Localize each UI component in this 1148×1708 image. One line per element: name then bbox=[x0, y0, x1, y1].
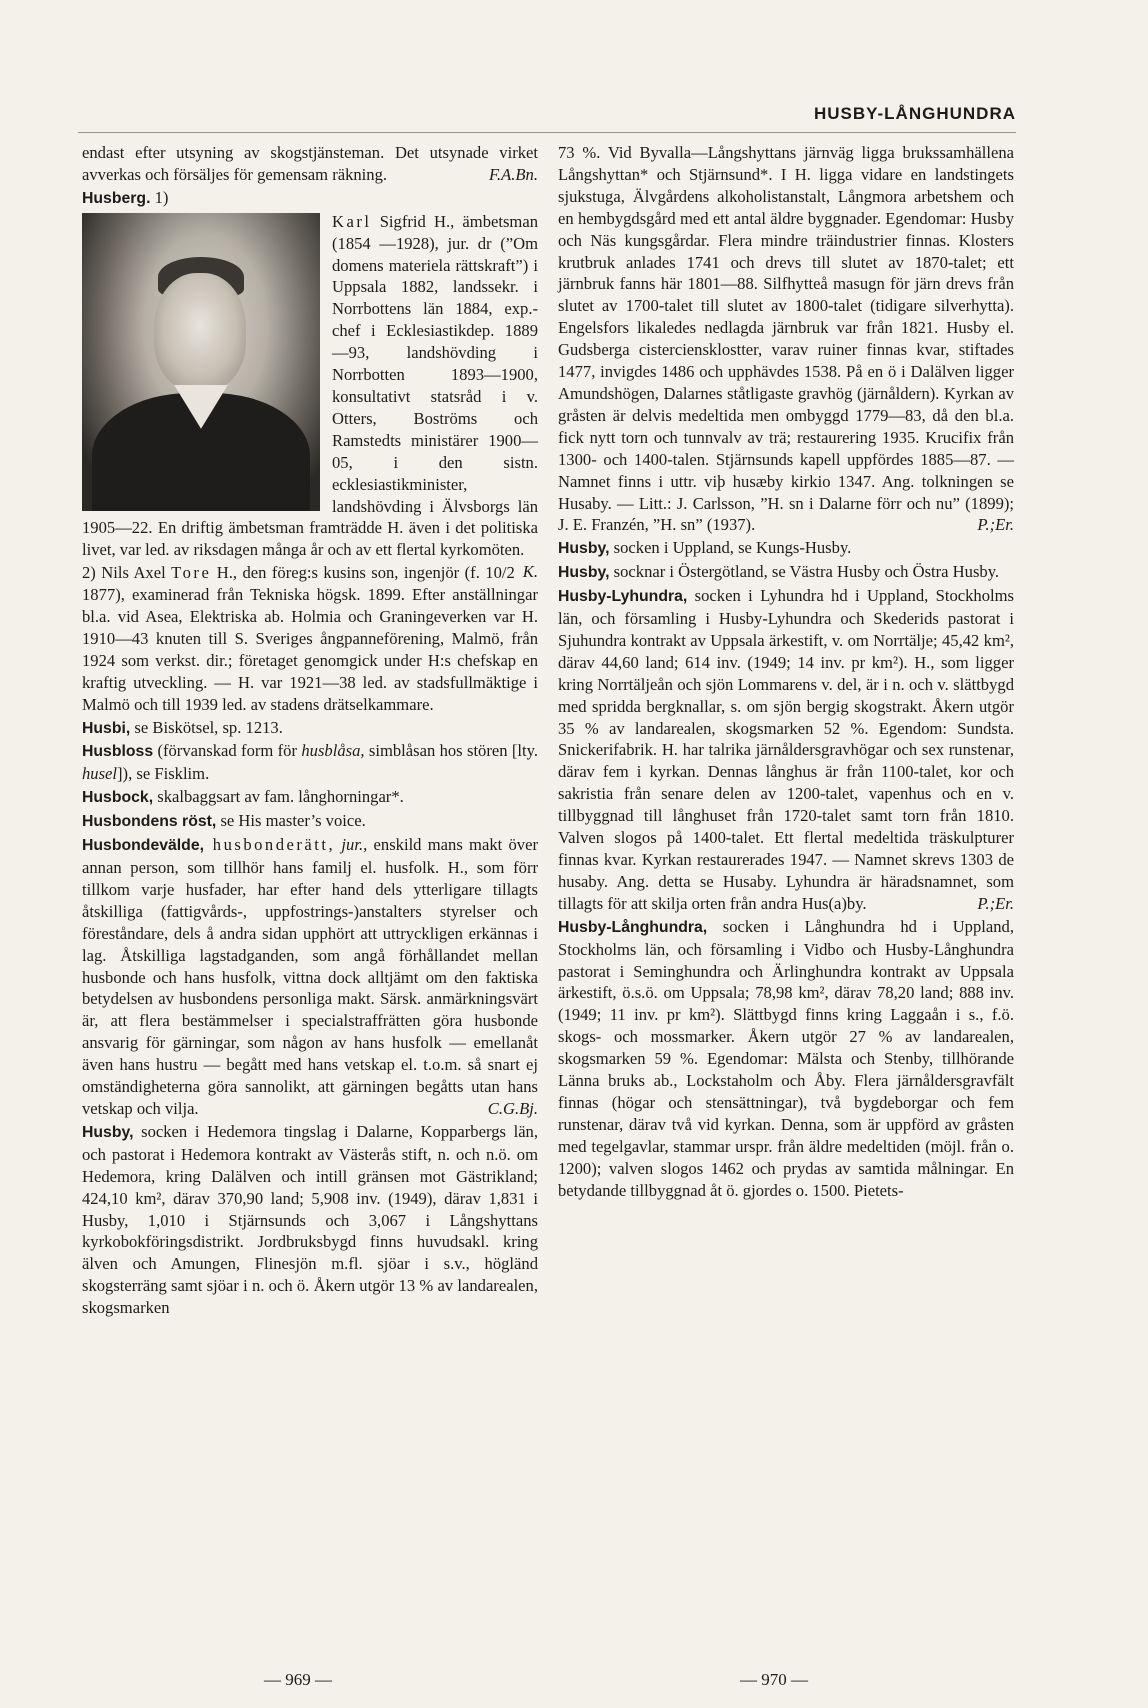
entry-husbi: Husbi, se Biskötsel, sp. 1213. bbox=[82, 717, 283, 737]
entry-headword: Husby, bbox=[558, 540, 610, 558]
author-signature: P.;Er. bbox=[977, 515, 1014, 535]
left-column: endast efter utsyning av skogstjänsteman. Det utsynade virket avverkas och försäljes för gemensam räkning. F.A.Bn. Husberg. 1) Karl Sigfrid H., ämbetsman (1854 —1928), jur. dr (”Om domens materiela rättskraft”) i Uppsala 1882, landssekr. i Norrbottens län 1884, exp.-chef i Ecklesiastikdep. 1889 —93, landshövding i Norrbotten 1893—1900, konsultativt statsråd i v. Otters, Boströms och Ramstedts ministärer 1900—05, i den sistn. ecklesiastikminister, landshövding i Älvsborgs län 1905—22. En driftig ämbetsman framträdde H. även i det politiska livet, var led. av riksdagen många år och av ett flertal kyrkomöten. K. 2) Nils Axel Tore H., den föreg:s kusins son, ingenjör (f. 10/2 1877), examinerad från Tekniska högsk. 1899. Efter anställningar bl.a. vid Asea, Elektriska ab. Holmia och Graningeverken var H. 1910—43 knuten till S. Sveriges ångpanneförening, Malmö, från 1924 som verkst. dir.; företaget genomgick under H:s chefskap en kraftig utveckling. — H. var 1921—38 led. av stadsfullmäktige i Malmö och till 1939 led. av stadens drätselkammare. Husbi, se Biskötsel, sp. 1213. Husbloss (förvanskad form för husblåsa, simblåsan hos stören [lty. husel]), se Fisklim. Husbock, skalbaggsart av fam. långhorningar*. Husbondens röst, se His master’s voice. Husbondevälde, husbonderätt, jur., enskild mans makt över annan person, som tillhör hans familj el. husfolk. H., som förr tillkom varje husfader, har efter hand dels ytterligare tillagts åtskilliga (fattigvårds-, uppfostrings-)anstalters styrelser och föreståndare, dels å andra sidan upphört att uttryckligen erkännas i lag. Åtskilliga lagstadganden, som angå förhållandet mellan husbonde och hans husfolk, vittna dock alltjämt om den faktiska betydelsen av husbondens personliga makt. Särsk. anmärkningsvärt är, att flera bestämmelser i specialstraffrätten göra husbonde ansvarig för gärningar, som någon av hans husfolk — emellanåt även hans hustru — begått med hans vetskap el. t.o.m. så snart ej omständigheterna göra sannolikt, att gärningen begåtts utan hans vetskap och vilja. C.G.Bj. Husby, socken i Hedemora tingslag i Dalarne, Kopparbergs län, och pastorat i Hedemora kontrakt av Västerås stift, n. och n.ö. om Hedemora, kring Dalälven och intill gränsen mot Gästrikland; 424,10 km², därav 370,90 land; 5,908 inv. (1949), därav 1,831 i Husby, 1,010 i Stjärnsunds och 3,067 i Långshyttans kyrkobokföringsdistrikt. Jordbruksbygd finns huvudsakl. kring älven och Amungen, Flinesjön m.fl. sjöar i s.v., högländ skogsterräng samt sjöar i n. och ö. Åkern utgör 13 % av landarealen, skogsmarken bbox=[82, 143, 538, 1318]
entry-headword: Husbloss bbox=[82, 743, 154, 761]
paragraph-continuation: 73 %. Vid Byvalla—Långshyttans järnväg ligga brukssamhällena Långshyttan* och Stjärnsund*. I H. ligga vidare en landstingets sjukstuga, Älvgårdens alkoholistanstalt, Långmora arbetshem och en hembygdsgård med ett antal äldre byggnader. Egendomar: Husby och Näs kungsgårdar. Flera mindre träindustrier finnas. Klosters krutbruk anlades 1741 och drevs till slutet av 1870-talet; ett järnbruk fanns här 1801—88. Silfhytteå masugn för järn drevs från slutet av 1700-talet till slutet av 1800-talet (tidigare silverhytta). Engelsfors likaledes nedlagda järnbruk var från 1821. Husby el. Gudsberga cisterciensklostter, varav ruiner finnas kvar, stiftades 1477, invigdes 1486 och upphävdes 1538. På en ö i Dalälven ligger Amundshögen, Dalarnes ståtligaste gravhög (järnåldern). Kyrkan av gråsten är delvis medeltida men ombyggd 1779—83, då den bl.a. fick nytt torn och tunnvalv av trä; restaurering 1935. Krucifix från 1300- och 1400-talen. Stjärnsunds kapell uppfördes 1885—87. — Namnet finns i uttr. viþ husæby kirkio 1347. Ang. tolkningen se Husaby. — Litt.: J. Carlsson, ”H. sn i Dalarne förr och nu” (1899); J. E. Franzén, ”H. sn” (1937). P.;Er. bbox=[558, 143, 1014, 535]
given-name: Karl bbox=[332, 211, 372, 231]
entry-headword: Husby, bbox=[82, 1123, 134, 1141]
author-signature: C.G.Bj. bbox=[487, 1098, 538, 1118]
entry-husby-uppland: Husby, socken i Uppland, se Kungs-Husby. bbox=[558, 538, 852, 558]
entry-husbloss: Husbloss (förvanskad form för husblåsa, simblåsan hos stören [lty. husel]), se Fisklim. bbox=[82, 741, 538, 784]
running-head: HUSBY-LÅNGHUNDRA bbox=[813, 104, 1016, 123]
entry-husbondens-rost: Husbondens röst, se His master’s voice. bbox=[82, 811, 366, 831]
entry-husbock: Husbock, skalbaggsart av fam. långhorningar*. bbox=[82, 787, 404, 807]
header-rule bbox=[78, 132, 1016, 133]
entry-headword: Husbi, bbox=[82, 719, 131, 737]
entry-headword: Husberg. bbox=[82, 189, 151, 207]
entry-husby-langhundra: Husby-Långhundra, socken i Långhundra hd i Uppland, Stockholms län, och församling i Vidbo och Husby-Långhundra pastorat i Seminghundra och Ärlinghundra kontrakt av Uppsala ärkestift, ö.s.ö. om Uppsala; 78,98 km², därav 78,20 land; 888 inv. (1949; 11 inv. pr km²). Slättbygd finns kring Laggaån i s., f.ö. skogs- och mossmarker. Åkern utgör 27 % av landarealen, skogsmarken 59 %. Egendomar: Mälsta och Stenby, tillhörande Länna bruks ab., Lockstaholm och Åby. Flera järnåldersgravfält finnas (högar och stensättningar), två bygdeborgar och fem runstenar, därav två vid kyrkan. Denna, som är uppförd av gråsten med tegelgavlar, stammar urspr. från äldre medeltiden (möjl. från o. 1200); valven slogos 1462 och prydas av samtida målningar. En betydande tillbyggnad åt ö. gjordes o. 1500. Pietets- bbox=[558, 916, 1014, 1200]
right-column bbox=[558, 142, 1014, 1203]
entry-husby-lyhundra: Husby-Lyhundra, socken i Lyhundra hd i Uppland, Stockholms län, och församling i Husby-Lyhundra och Skederids pastorat i Sjuhundra kontrakt av Uppsala ärkestift, v. om Norrtälje; 45,42 km², därav 44,60 land; 614 inv. (1949; 14 inv. pr km²). H., som ligger kring Norrtäljeån och sjön Lommarens v. del, är i n. och v. slättbygd med spridda bergknallar, s. om sjön bergig skogstrakt. Åkern utgör 35 % av landarealen, skogsmarken 52 %. Egendom: Sundsta. Snickerifabrik. H. har talrika järnåldersgravhögar och sex runstenar, därav fem i kyrkan. Dennas långhus är från 1100-talet, kor och sakristia från senare delen av 1200-talet, vapenhus och en v. tillbyggnad till långhuset från 1720-talet samt torn från 1810. Valven slogos på 1400-talet. Ett flertal medeltida träskulpturer finnas kvar. Kyrkan restaurerades 1947. — Namnet skrevs 1303 de husaby. Ang. detta se Husaby. Lyhundra är häradsnamnet, som tillagts för att skilja orten från andra Hus(a)by. P.;Er. bbox=[558, 586, 1014, 913]
entry-headword: Husby-Långhundra, bbox=[558, 918, 708, 936]
paragraph-continuation: endast efter utsyning av skogstjänsteman. Det utsynade virket avverkas och försäljes för gemensam räkning. F.A.Bn. bbox=[82, 143, 538, 184]
page-number-right: — 970 — bbox=[740, 1670, 808, 1689]
entry-husby-hedemora: Husby, socken i Hedemora tingslag i Dalarne, Kopparbergs län, och pastorat i Hedemora kontrakt av Västerås stift, n. och n.ö. om Hedemora, kring Dalälven och intill gränsen mot Gästrikland; 424,10 km², därav 370,90 land; 5,908 inv. (1949), därav 1,831 i Husby, 1,010 i Stjärnsunds och 3,067 i Långshyttans kyrkobokföringsdistrikt. Jordbruksbygd finns huvudsakl. kring älven och Amungen, Flinesjön m.fl. sjöar i s.v., högländ skogsterräng samt sjöar i n. och ö. Åkern utgör 13 % av landarealen, skogsmarken bbox=[82, 1121, 538, 1318]
page-number-left: — 969 — bbox=[264, 1670, 332, 1689]
given-name: Tore bbox=[171, 563, 212, 583]
entry-husberg-2: 2) Nils Axel Tore H., den föreg:s kusins son, ingenjör (f. 10/2 1877), examinerad från Tekniska högsk. 1899. Efter anställningar bl.a. vid Asea, Elektriska ab. Holmia och Graningeverken var H. 1910—43 knuten till S. Sveriges ångpanneförening, Malmö, från 1924 som verkst. dir.; företaget genomgick under H:s chefskap en kraftig utveckling. — H. var 1921—38 led. av stadsfullmäktige i Malmö och till 1939 led. av stadens drätselkammare. bbox=[82, 563, 538, 714]
author-signature: K. bbox=[522, 562, 538, 582]
entry-husby-ostergotland: Husby, socknar i Östergötland, se Västra Husby och Östra Husby. bbox=[558, 562, 1000, 582]
entry-husbondevalde: Husbondevälde, husbonderätt, jur., enskild mans makt över annan person, som tillhör hans familj el. husfolk. H., som förr tillkom varje husfader, har efter hand dels ytterligare tillagts åtskilliga (fattigvårds-, uppfostrings-)anstalters styrelser och föreståndare, dels å andra sidan upphört att uttryckligen erkännas i lag. Åtskilliga lagstadganden, som angå förhållandet mellan husbonde och hans husfolk, vittna dock alltjämt om den faktiska betydelsen av husbondens personliga makt. Särsk. anmärkningsvärt är, att flera bestämmelser i specialstraffrätten göra husbonde ansvarig för gärningar, som någon av hans husfolk — emellanåt även hans hustru — begått med hans vetskap el. t.o.m. så snart ej omständigheterna göra sannolikt, att gärningen begåtts utan hans vetskap och vilja. C.G.Bj. bbox=[82, 835, 538, 1118]
entry-headword: Husby, bbox=[558, 564, 610, 582]
entry-headword: Husbondens röst, bbox=[82, 813, 217, 831]
entry-husberg: Husberg. 1) bbox=[82, 187, 169, 207]
author-signature: F.A.Bn. bbox=[488, 164, 538, 184]
entry-headword: Husby-Lyhundra, bbox=[558, 588, 688, 606]
entry-headword: Husbock, bbox=[82, 789, 154, 807]
author-signature: P.;Er. bbox=[977, 893, 1014, 913]
portrait-photo bbox=[82, 213, 320, 511]
entry-headword: Husbondevälde, bbox=[82, 837, 205, 855]
